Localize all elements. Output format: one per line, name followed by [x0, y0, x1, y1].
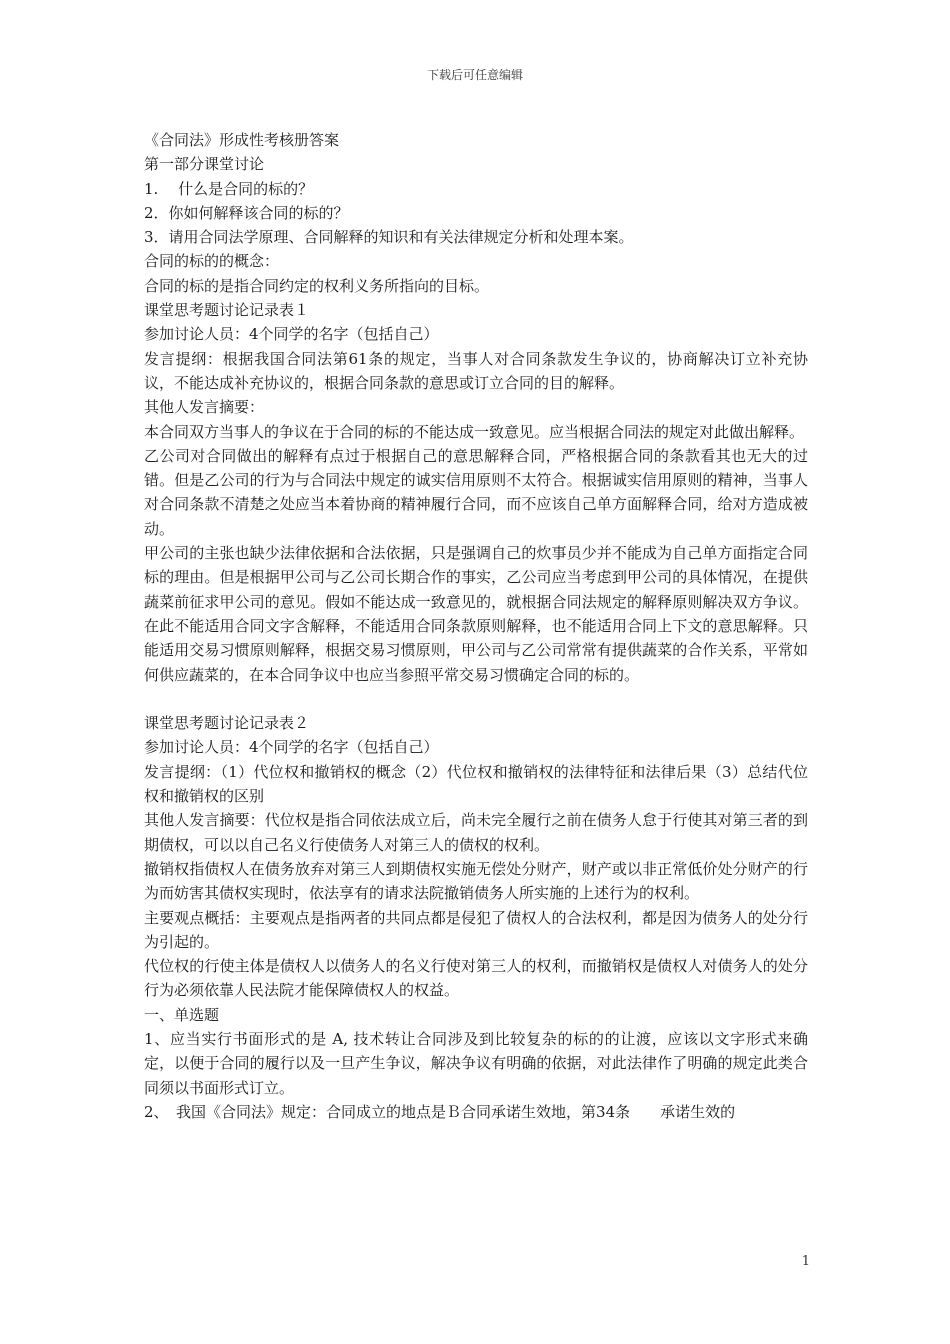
- paragraph: 合同的标的是指合同约定的权利义务所指向的目标。: [144, 276, 490, 295]
- paragraph: 乙公司对合同做出的解释有点过于根据自己的意思解释合同，严格根据合同的条款看其也无大的过错。但是乙公司的行为与合同法中规定的诚实信用原则不太符合。根据诚实信用原则的精神，当事人对合同条款不清楚之处应当本着协商的精神履行合同，而不应该自己单方面解释合同，给对方造成被动。: [144, 446, 808, 538]
- paragraph: 撤销权指债权人在债务放弃对第三人到期债权实施无偿处分财产，财产或以非正常低价处分财产的行为而妨害其债权实现时，依法享有的请求法院撤销债务人所实施的上述行为的权利。: [144, 859, 808, 903]
- paragraph: 本合同双方当事人的争议在于合同的标的不能达成一致意见。应当根据合同法的规定对此做出解释。: [144, 422, 805, 441]
- paragraph: 主要观点概括：主要观点是指两者的共同点都是侵犯了债权人的合法权利，都是因为债务人的处分行为引起的。: [144, 908, 808, 951]
- paragraph: 参加讨论人员：4个同学的名字（包括自己）: [144, 738, 439, 757]
- section-heading: 第一部分课堂讨论: [144, 155, 265, 174]
- document-title: 《合同法》形成性考核册答案: [144, 131, 340, 149]
- record-heading: 课堂思考题讨论记录表１: [144, 301, 310, 320]
- paragraph: 甲公司的主张也缺少法律依据和合法依据，只是强调自己的炊事员少并不能成为自己单方面指定合同标的理由。但是根据甲公司与乙公司长期合作的事实，乙公司应当考虑到甲公司的具体情况，在提供蔬菜前征求甲公司的意见。假如不能达成一致意见的，就根据合同法规定的解释原则解决双方争议。在此不能适用合同文字含解释，不能适用合同条款原则解释，也不能适用合同上下文的意思解释。只能适用交易习惯原则解释，根据交易习惯原则，甲公司与乙公司常常有提供蔬菜的合作关系，平常如何供应蔬菜的，在本合同争议中也应当参照平常交易习惯确定合同的标的。: [144, 544, 808, 684]
- paragraph: 合同的标的的概念：: [144, 252, 280, 271]
- blank-line: [144, 687, 808, 711]
- paragraph: 发言提纲：根据我国合同法第61条的规定，当事人对合同条款发生争议的，协商解决订立补充协议，不能达成补充协议的，根据合同条款的意思或订立合同的目的解释。: [144, 349, 808, 392]
- answer-item: 2、 我国《合同法》规定：合同成立的地点是Ｂ合同承诺生效地，第34条 承诺生效的: [144, 1102, 736, 1121]
- paragraph: 发言提纲：（1）代位权和撤销权的概念（2）代位权和撤销权的法律特征和法律后果（3）总结代位权和撤销权的区别: [144, 762, 808, 806]
- paragraph: 其他人发言摘要：: [144, 398, 265, 417]
- question-item: 3．请用合同法学原理、合同解释的知识和有关法律规定分析和处理本案。: [144, 228, 634, 247]
- paragraph: 其他人发言摘要：代位权是指合同依法成立后，尚未完全履行之前在债务人怠于行使其对第三者的到期债权，可以以自己名义行使债务人对第三人的债权的权利。: [144, 811, 808, 854]
- answer-item: 1、应当实行书面形式的是 A, 技术转让合同涉及到比较复杂的标的的让渡，应该以文字形式来确定，以便于合同的履行以及一旦产生争议，解决争议有明确的依据，对此法律作了明确的规定此类合同须以书面形式订立。: [144, 1029, 808, 1097]
- page-header: 下载后可任意编辑: [426, 68, 523, 82]
- question-item: 1. 什么是合同的标的？: [144, 179, 314, 198]
- question-item: 2．你如何解释该合同的标的？: [144, 203, 349, 222]
- document-body: [144, 128, 808, 1124]
- paragraph: 代位权的行使主体是债权人以债务人的名义行使对第三人的权利，而撤销权是债权人对债务人的处分行为必须依靠人民法院才能保障债权人的权益。: [144, 957, 808, 1000]
- section-heading: 一、单选题: [144, 1005, 220, 1024]
- record-heading: 课堂思考题讨论记录表２: [144, 714, 310, 733]
- paragraph: 参加讨论人员：4个同学的名字（包括自己）: [144, 325, 439, 344]
- page-number: 1: [801, 1254, 810, 1269]
